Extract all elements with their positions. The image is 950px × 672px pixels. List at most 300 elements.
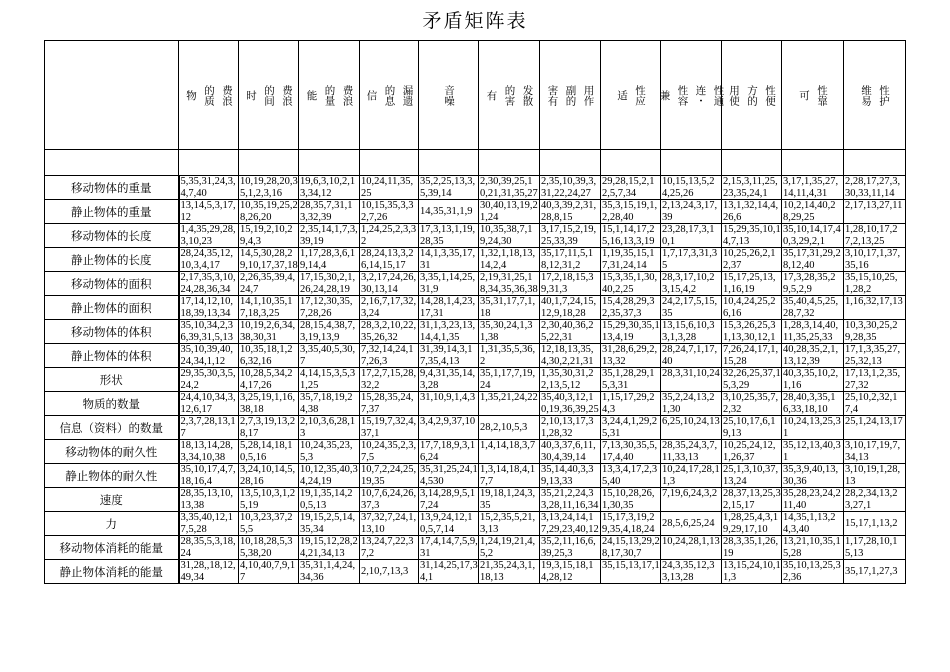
matrix-cell: 31,1,3,23,13,14,4,1,35 xyxy=(419,320,479,344)
column-header-text: 可 xyxy=(798,89,810,101)
table-row xyxy=(45,416,906,440)
column-header xyxy=(540,41,601,150)
matrix-cell: 28,24,35,12,10,3,4,17 xyxy=(179,248,239,272)
matrix-cell: 35,2,24,13,21,30 xyxy=(661,392,722,416)
matrix-cell: 15,3,35,1,30,40,2,25 xyxy=(601,272,661,296)
column-header-text: 漏遗 xyxy=(401,84,414,106)
matrix-cell: 37,32,7,24,1,13,10 xyxy=(360,512,419,536)
table-row xyxy=(45,248,906,272)
matrix-cell: 35,10,34,2,36,39,31,5,13 xyxy=(179,320,239,344)
matrix-cell: 1,28,10,17,27,2,13,25 xyxy=(844,224,906,248)
column-header-text: 副的 xyxy=(564,84,577,106)
matrix-cell: 40,1,7,24,15,12,9,18,28 xyxy=(540,296,601,320)
row-label: 移动物体的体积 xyxy=(45,320,179,344)
matrix-cell: 13,15,6,10,33,1,3,28 xyxy=(661,320,722,344)
spacer-row xyxy=(45,150,906,176)
column-header-label xyxy=(601,85,660,106)
matrix-cell: 1,28,25,4,3,19,29,17,10 xyxy=(722,512,782,536)
matrix-cell: 1,7,17,3,31,35 xyxy=(661,248,722,272)
matrix-cell: 15,17,25,13,1,16,19 xyxy=(722,272,782,296)
column-header-text: 的量 xyxy=(323,84,336,106)
matrix-cell: 3,24,4,1,29,25,31 xyxy=(601,416,661,440)
page-title: 矛盾矩阵表 xyxy=(422,10,528,32)
table-row xyxy=(45,440,906,464)
matrix-cell: 17,3,13,1,19,28,35 xyxy=(419,224,479,248)
column-header-text: 性靠 xyxy=(816,84,828,106)
matrix-cell: 19,15,12,28,24,21,34,13 xyxy=(300,536,358,559)
column-header-text: 的间 xyxy=(263,84,275,106)
matrix-cell: 40,3,37,6,11,30,4,39,14 xyxy=(540,440,601,464)
column-header-text: 能 xyxy=(305,89,318,101)
row-label: 移动物体消耗的能量 xyxy=(45,536,179,560)
spacer-cell xyxy=(360,150,419,176)
matrix-cell: 13,15,24,10,11,3 xyxy=(723,560,781,583)
column-header-text: 适 xyxy=(616,89,628,101)
matrix-cell: 2,10,13,17,31,28,32 xyxy=(540,416,601,440)
spacer-cell xyxy=(540,150,601,176)
column-header-text: 性护 xyxy=(878,84,890,106)
matrix-cell: 10,3,23,37,25,5 xyxy=(239,512,299,536)
matrix-cell: 15,29,35,10,14,7,13 xyxy=(723,224,781,247)
matrix-cell: 15,10,28,26,1,30,35 xyxy=(601,488,661,512)
matrix-cell: 35,1,28,29,15,3,31 xyxy=(601,368,661,392)
matrix-cell: 3,13,24,14,17,29,23,40,12 xyxy=(541,512,599,535)
matrix-cell: 14,35,1,13,24,3,40 xyxy=(782,512,844,536)
matrix-cell: 15,1,14,17,25,16,13,3,19 xyxy=(601,224,661,248)
matrix-cell: 30,40,13,19,21,24 xyxy=(480,200,538,223)
matrix-cell: 10,25,24,12,1,26,37 xyxy=(722,440,782,464)
column-header xyxy=(658,41,725,150)
matrix-cell: 2,19,31,25,18,34,35,36,38 xyxy=(480,272,538,295)
matrix-cell: 17,13,1,2,35,27,32 xyxy=(844,368,906,392)
matrix-cell: 10,12,35,40,34,24,19 xyxy=(300,464,358,487)
matrix-cell: 1,35,21,24,22 xyxy=(479,392,540,416)
matrix-cell: 28,3,2,10,22,35,26,32 xyxy=(360,320,419,344)
matrix-cell: 10,4,24,25,26,16 xyxy=(722,296,782,320)
matrix-cell: 23,28,17,3,10,1 xyxy=(661,224,722,248)
table-row xyxy=(45,200,906,224)
matrix-cell: 29,28,15,2,12,5,7,34 xyxy=(601,176,661,200)
matrix-cell: 2,10,7,13,3 xyxy=(360,560,419,584)
matrix-cell: 3,35,1,14,25,31,9 xyxy=(419,272,479,296)
table-row xyxy=(45,224,906,248)
matrix-cell: 1,4,35,29,28,3,10,23 xyxy=(179,224,239,248)
column-header xyxy=(479,41,540,150)
table-row xyxy=(45,464,906,488)
matrix-cell: 4,14,15,3,5,31,25 xyxy=(299,368,360,392)
matrix-cell: 14,35,31,1,9 xyxy=(419,200,479,224)
row-label: 移动物体的重量 xyxy=(45,176,179,200)
matrix-cell: 35,31,1,4,24,34,36 xyxy=(299,560,360,584)
matrix-cell: 40,28,35,2,1,13,12,39 xyxy=(782,344,844,368)
column-header-label xyxy=(299,85,359,106)
matrix-cell: 10,24,11,35,25 xyxy=(360,176,419,200)
matrix-cell: 2,3,7,28,13,17 xyxy=(179,416,239,440)
matrix-cell: 10,28,5,34,24,17,26 xyxy=(239,368,299,392)
matrix-cell: 28,37,13,25,32,15,17 xyxy=(723,488,781,511)
matrix-cell: 9,4,31,35,14,3,28 xyxy=(419,368,479,392)
matrix-cell: 28,40,3,35,16,33,18,10 xyxy=(782,392,844,416)
matrix-cell: 31,28,6,29,2,13,32 xyxy=(601,344,661,368)
column-header-text: 时 xyxy=(245,89,257,101)
matrix-cell: 28,2,34,13,23,27,1 xyxy=(844,488,906,512)
matrix-cell: 31,14,25,17,34,1 xyxy=(420,560,478,583)
matrix-cell: 25,1,3,10,37,13,24 xyxy=(722,464,782,488)
column-header-text: 性便 xyxy=(764,84,776,106)
matrix-cell: 10,35,19,25,28,26,20 xyxy=(240,200,298,223)
matrix-cell: 1,31,35,5,36,2 xyxy=(479,344,540,368)
column-header-text: 的害 xyxy=(503,84,516,106)
matrix-cell: 2,17,35,3,10,24,28,36,34 xyxy=(179,272,239,296)
matrix-cell: 18,13,14,28,3,34,10,38 xyxy=(179,440,239,464)
contradiction-matrix xyxy=(44,40,906,584)
spacer-cell xyxy=(299,150,360,176)
column-header-label xyxy=(239,85,298,106)
matrix-cell: 1,17,28,10,15,13 xyxy=(844,536,906,560)
matrix-cell: 35,12,13,40,31 xyxy=(782,440,844,464)
matrix-cell: 2,7,3,19,13,28,17 xyxy=(239,416,299,440)
matrix-cell: 35,2,11,16,6,39,25,3 xyxy=(540,536,601,560)
matrix-cell: 35,17,1,27,3 xyxy=(844,560,906,584)
row-label: 静止物体的体积 xyxy=(45,344,179,368)
matrix-cell: 17,2,18,15,39,31,3 xyxy=(540,272,601,296)
column-header-text: 的息 xyxy=(383,84,396,106)
row-label: 静止物体的耐久性 xyxy=(45,464,179,488)
matrix-cell: 28,24,7,1,17,40 xyxy=(661,344,722,368)
matrix-cell: 17,12,30,35,7,28,26 xyxy=(299,296,360,320)
matrix-cell: 19,1,35,14,20,5,13 xyxy=(299,488,360,512)
column-header-text: 费浪 xyxy=(341,84,354,106)
column-header-label xyxy=(782,85,843,106)
matrix-cell: 15,19,7,32,4,37,1 xyxy=(360,416,419,440)
column-header-label xyxy=(844,85,905,106)
matrix-cell: 10,24,35,23,5,3 xyxy=(299,440,360,464)
matrix-cell: 35,17,11,5,18,12,31,2 xyxy=(540,248,601,272)
column-header xyxy=(601,41,661,150)
matrix-cell: 25,10,2,32,17,4 xyxy=(844,392,906,416)
column-header-label xyxy=(360,85,418,106)
column-header-text: 费浪 xyxy=(221,84,233,106)
matrix-cell: 1,3,14,18,4,17,7 xyxy=(479,464,540,488)
matrix-cell: 28,3,31,10,24 xyxy=(661,368,722,392)
spacer-cell xyxy=(782,150,844,176)
column-header-label xyxy=(722,85,781,106)
matrix-cell: 35,40,3,12,10,19,36,39,25 xyxy=(541,392,599,415)
table-row xyxy=(45,320,906,344)
matrix-cell: 10,24,35,2,3,7,5 xyxy=(360,440,419,464)
matrix-cell: 3,10,17,1,37,35,16 xyxy=(844,248,906,272)
column-header xyxy=(782,41,844,150)
matrix-cell: 35,15,10,25,1,28,2 xyxy=(844,272,906,296)
table-row xyxy=(45,488,906,512)
matrix-cell: 15,28,35,24,7,37 xyxy=(360,392,419,416)
column-header-text: 用使 xyxy=(728,84,740,106)
row-label: 静止物体的重量 xyxy=(45,200,179,224)
column-header xyxy=(179,41,239,150)
matrix-cell: 1,28,3,14,40,11,35,25,33 xyxy=(782,320,844,344)
matrix-cell: 17,2,7,15,28,32,2 xyxy=(360,368,419,392)
matrix-cell: 13,9,24,12,10,5,7,14 xyxy=(419,512,479,536)
matrix-cell: 17,4,14,7,5,9,31 xyxy=(420,536,478,559)
column-header xyxy=(722,41,782,150)
matrix-cell: 19,15,2,5,14,35,34 xyxy=(299,512,360,536)
matrix-cell: 15,3,26,25,31,13,30,12,1 xyxy=(722,320,782,344)
matrix-cell: 28,2,10,5,3 xyxy=(479,416,540,440)
column-header-text: 物 xyxy=(185,89,197,101)
matrix-cell: 35,2,25,13,3,5,39,14 xyxy=(419,176,479,200)
matrix-body xyxy=(45,176,906,584)
matrix-cell: 17,7,18,9,3,16,24 xyxy=(419,440,479,464)
matrix-cell: 1,19,35,15,17,31,24,14 xyxy=(601,248,661,272)
matrix-cell: 24,3,35,12,33,13,28 xyxy=(661,560,722,584)
matrix-cell: 1,15,17,29,24,3 xyxy=(601,392,661,416)
matrix-cell: 35,31,25,24,14,530 xyxy=(420,464,478,487)
matrix-cell: 10,15,35,3,32,7,26 xyxy=(360,200,419,224)
matrix-cell: 35,30,24,1,31,38 xyxy=(479,320,540,344)
spacer-cell xyxy=(179,150,239,176)
matrix-cell: 35,14,40,3,39,13,33 xyxy=(540,464,601,488)
matrix-cell: 25,1,24,13,17 xyxy=(844,416,906,440)
matrix-cell: 3,10,19,1,28,13 xyxy=(844,464,906,488)
matrix-cell: 10,19,2,6,34,38,30,31 xyxy=(239,320,299,344)
matrix-cell: 10,35,18,1,26,32,16 xyxy=(239,344,299,368)
spacer-cell xyxy=(419,150,479,176)
matrix-cell: 2,15,3,11,25,23,35,24,1 xyxy=(722,176,782,200)
matrix-cell: 2,30,39,25,10,21,31,35,27 xyxy=(480,176,538,199)
matrix-cell: 7,13,30,35,5,17,4,40 xyxy=(601,440,661,464)
matrix-cell: 21,35,24,3,1,18,13 xyxy=(479,560,540,584)
row-label: 移动物体的面积 xyxy=(45,272,179,296)
matrix-cell: 1,35,30,31,22,13,5,12 xyxy=(540,368,601,392)
column-header-label xyxy=(179,85,238,106)
matrix-cell: 28,24,13,3,26,14,15,17 xyxy=(360,248,419,272)
matrix-cell: 3,35,40,12,17,5,28 xyxy=(179,512,239,536)
matrix-cell: 10,19,28,20,35,1,2,3,16 xyxy=(240,176,298,199)
column-header-text: 性通 xyxy=(712,84,725,106)
row-label: 物质的数量 xyxy=(45,392,179,416)
matrix-cell: 35,28,23,24,211,40 xyxy=(782,488,844,512)
row-label: 移动物体的耐久性 xyxy=(45,440,179,464)
matrix-cell: 28,3,35,1,26,19 xyxy=(722,536,782,560)
column-header xyxy=(844,41,906,150)
row-label: 形状 xyxy=(45,368,179,392)
matrix-cell: 13,1,32,14,4,26,6 xyxy=(722,200,782,224)
row-label: 力 xyxy=(45,512,179,536)
row-label: 移动物体的长度 xyxy=(45,224,179,248)
matrix-cell: 10,24,17,28,11,3 xyxy=(662,464,720,487)
row-label: 静止物体的长度 xyxy=(45,248,179,272)
column-header-label xyxy=(479,85,539,106)
table-row xyxy=(45,176,906,200)
matrix-cell: 10,15,13,5,24,25,26 xyxy=(661,176,722,200)
matrix-cell: 10,7,6,24,26,37,3 xyxy=(360,488,419,512)
column-header-label xyxy=(658,84,725,106)
matrix-cell: 19,18,1,24,3,35 xyxy=(479,488,540,512)
matrix-cell: 10,3,30,25,29,28,35 xyxy=(844,320,906,344)
header-row xyxy=(45,41,906,150)
column-header-text: 用作 xyxy=(582,84,595,106)
row-label: 速度 xyxy=(45,488,179,512)
matrix-cell: 14,5,30,28,29,10,17,37,18 xyxy=(240,248,298,271)
matrix-cell: 5,28,14,18,10,5,16 xyxy=(239,440,299,464)
matrix-cell: 3,24,10,14,5,28,16 xyxy=(239,464,299,488)
matrix-cell: 3,17,15,2,19,25,33,39 xyxy=(540,224,601,248)
matrix-cell: 29,35,30,3,5,24,2 xyxy=(179,368,239,392)
matrix-cell: 7,26,24,17,1,15,28 xyxy=(722,344,782,368)
matrix-cell: 17,14,12,10,18,39,13,34 xyxy=(179,296,239,320)
matrix-cell: 28,35,13,10,13,38 xyxy=(179,488,239,512)
matrix-cell: 28,3,17,10,23,15,4,2 xyxy=(661,272,722,296)
matrix-cell: 24,4,10,34,3,12,6,17 xyxy=(179,392,239,416)
matrix-cell: 35,7,18,19,24,38 xyxy=(299,392,360,416)
matrix-cell: 13,3,4,17,2,35,40 xyxy=(601,464,661,488)
table-row xyxy=(45,536,906,560)
matrix-cell: 2,35,14,1,7,3,39,19 xyxy=(300,224,358,247)
matrix-cell: 7,32,14,24,17,26,3 xyxy=(360,344,419,368)
matrix-cell: 31,39,14,3,17,35,4,13 xyxy=(419,344,479,368)
table-row xyxy=(45,296,906,320)
matrix-cell: 32,26,25,37,15,3,29 xyxy=(723,368,781,391)
spacer-cell xyxy=(601,150,661,176)
spacer-cell xyxy=(844,150,906,176)
matrix-cell: 4,10,40,7,9,17 xyxy=(239,560,299,584)
matrix-cell: 10,24,28,1,13 xyxy=(661,536,722,560)
matrix-cell: 15,17,1,13,2 xyxy=(844,512,906,536)
matrix-cell: 19,3,15,18,14,28,12 xyxy=(540,560,601,584)
matrix-cell: 2,35,10,39,3,31,22,24,27 xyxy=(540,176,601,200)
matrix-cell: 10,2,14,40,28,29,25 xyxy=(782,200,844,224)
column-header xyxy=(419,41,479,150)
matrix-cell: 12,18,13,35,4,30,2,21,31 xyxy=(540,344,601,368)
matrix-cell: 25,10,17,6,19,13 xyxy=(722,416,782,440)
matrix-cell: 2,17,13,27,11 xyxy=(844,200,906,224)
matrix-cell: 2,13,24,3,17,39 xyxy=(661,200,722,224)
column-header xyxy=(299,41,360,150)
matrix-cell: 28,5,6,25,24 xyxy=(661,512,722,536)
matrix-cell: 28,35,5,3,18,24 xyxy=(179,536,239,560)
matrix-cell: 15,4,28,29,32,35,37,3 xyxy=(601,296,661,320)
matrix-cell: 15,17,3,19,29,35,4,18,24 xyxy=(601,512,661,536)
matrix-cell: 1,32,1,18,13,14,2,4 xyxy=(479,248,540,272)
matrix-cell: 1,24,25,2,3,32 xyxy=(360,224,419,248)
matrix-cell: 2,26,35,39,4,24,7 xyxy=(239,272,299,296)
matrix-cell: 13,14,5,3,17,12 xyxy=(179,200,239,224)
matrix-cell: 3,4,2,9,37,10 xyxy=(419,416,479,440)
row-label: 静止物体消耗的能量 xyxy=(45,560,179,584)
column-header xyxy=(360,41,419,150)
matrix-cell: 17,15,30,2,1,26,24,28,19 xyxy=(299,272,360,296)
matrix-cell: 3,17,1,35,27,14,11,4,31 xyxy=(782,176,844,200)
column-header-text: 维易 xyxy=(860,84,872,106)
table-row xyxy=(45,512,906,536)
matrix-cell: 17,1,3,35,27,25,32,13 xyxy=(844,344,906,368)
matrix-cell: 35,10,14,17,40,3,29,2,1 xyxy=(782,224,844,248)
column-header-text: 信 xyxy=(365,89,378,101)
matrix-cell: 35,3,9,40,13,30,36 xyxy=(782,464,844,488)
matrix-cell: 3,35,40,5,30,7 xyxy=(299,344,360,368)
matrix-cell: 15,2,35,5,21,3,13 xyxy=(479,512,540,536)
table-row xyxy=(45,344,906,368)
matrix-cell: 10,25,26,2,12,37 xyxy=(722,248,782,272)
matrix-cell: 2,28,17,27,3,30,33,11,14 xyxy=(844,176,906,200)
matrix-cell: 3,10,25,35,7,2,32 xyxy=(722,392,782,416)
table-row xyxy=(45,272,906,296)
spacer-cell xyxy=(45,150,179,176)
matrix-cell: 14,1,10,35,17,18,3,25 xyxy=(239,296,299,320)
column-header-text: 的质 xyxy=(203,84,215,106)
matrix-cell: 13,5,10,3,1,25,19 xyxy=(239,488,299,512)
matrix-cell: 35,3,15,19,1,2,28,40 xyxy=(601,200,661,224)
matrix-cell: 28,35,24,3,7,11,33,13 xyxy=(661,440,722,464)
matrix-cell: 13,21,10,35,15,28 xyxy=(782,536,844,560)
column-header-label xyxy=(540,85,600,106)
matrix-cell: 28,35,7,31,13,32,39 xyxy=(299,200,360,224)
matrix-cell: 17,3,28,35,29,5,2,9 xyxy=(782,272,844,296)
table-row xyxy=(45,368,906,392)
matrix-cell: 35,15,13,17,1 xyxy=(601,560,661,584)
row-label: 静止物体的面积 xyxy=(45,296,179,320)
column-header-text: 害有 xyxy=(546,84,559,106)
column-header-text: 音噪 xyxy=(443,84,455,106)
matrix-cell: 10,24,13,25,31 xyxy=(782,416,844,440)
matrix-cell: 19,6,3,10,2,13,34,12 xyxy=(299,176,360,200)
matrix-cell: 35,10,13,25,32,36 xyxy=(782,560,844,584)
matrix-cell: 3,14,28,9,5,17,24 xyxy=(419,488,479,512)
column-header-text: 费浪 xyxy=(281,84,293,106)
matrix-cell: 3,2,17,24,26,30,13,14 xyxy=(360,272,419,296)
matrix-cell: 2,16,7,17,32,3,24 xyxy=(360,296,419,320)
column-header-text: 有 xyxy=(485,89,498,101)
column-header-text: 连・ xyxy=(694,84,707,106)
matrix-cell: 10,7,2,24,25,19,35 xyxy=(360,464,419,488)
matrix-cell: 1,17,28,3,6,19,14,4 xyxy=(299,248,360,272)
matrix-cell: 3,25,19,1,16,38,18 xyxy=(239,392,299,416)
matrix-cell: 2,10,3,6,28,13 xyxy=(299,416,360,440)
column-header-text: 方的 xyxy=(746,84,758,106)
column-header-text: 兼 xyxy=(658,89,671,101)
matrix-cell: 24,2,17,5,15,35 xyxy=(661,296,722,320)
matrix-cell: 31,28,,18,12,49,34 xyxy=(179,560,239,584)
table-row xyxy=(45,392,906,416)
column-header-text: 性容 xyxy=(676,84,689,106)
column-header xyxy=(239,41,299,150)
matrix-cell: 35,17,31,29,28,12,40 xyxy=(782,248,844,272)
table-row xyxy=(45,560,906,584)
matrix-cell: 24,15,13,29,28,17,30,7 xyxy=(602,536,660,559)
matrix-cell: 14,28,1,4,23,17,31 xyxy=(419,296,479,320)
spacer-cell xyxy=(479,150,540,176)
matrix-cell: 15,19,2,10,29,4,3 xyxy=(239,224,299,248)
spacer-cell xyxy=(722,150,782,176)
matrix-cell: 5,35,31,24,3,4,7,40 xyxy=(179,176,239,200)
matrix-cell: 40,3,39,2,31,28,8,15 xyxy=(540,200,601,224)
row-label: 信息（资料）的数量 xyxy=(45,416,179,440)
matrix-cell: 14,1,3,35,17,31 xyxy=(419,248,479,272)
column-header-text: 发散 xyxy=(521,84,534,106)
spacer-cell xyxy=(239,150,299,176)
matrix-cell: 35,40,4,5,25,28,7,32 xyxy=(782,296,844,320)
matrix-cell: 10,35,38,7,19,24,30 xyxy=(479,224,540,248)
matrix-cell: 35,1,17,7,19,24 xyxy=(479,368,540,392)
spacer-cell xyxy=(661,150,722,176)
matrix-cell: 35,10,39,40,24,34,1,12 xyxy=(179,344,239,368)
matrix-cell: 10,18,28,5,35,38,20 xyxy=(239,536,299,560)
matrix-cell: 35,10,17,4,7,18,16,4 xyxy=(179,464,239,488)
matrix-cell: 2,30,40,36,25,22,31 xyxy=(540,320,601,344)
column-header-text: 性应 xyxy=(634,84,646,106)
matrix-cell: 1,24,19,21,4,5,2 xyxy=(479,536,540,560)
matrix-cell: 31,10,9,1,4,3 xyxy=(419,392,479,416)
